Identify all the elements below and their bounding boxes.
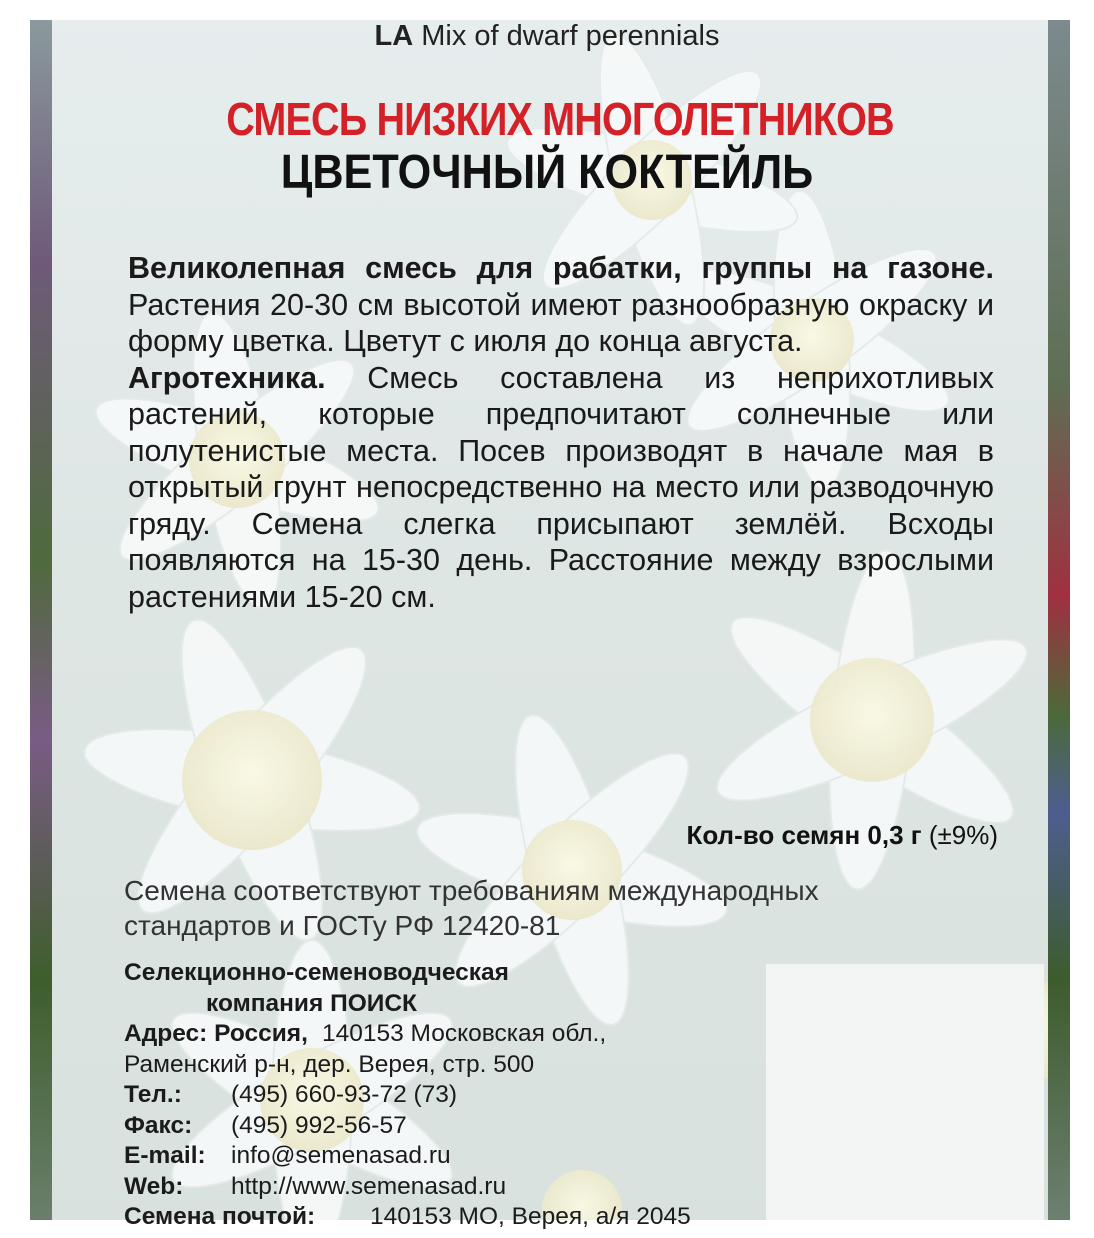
agrotech-heading: Агротехника. xyxy=(128,360,326,395)
phone-value: (495) 660-93-72 (73) xyxy=(231,1081,458,1108)
company-info xyxy=(124,958,764,1233)
mail-order-row xyxy=(124,1202,764,1233)
description-paragraph xyxy=(128,250,994,360)
address-row xyxy=(124,1019,764,1050)
address-line-2: Раменский р-н, дер. Верея, стр. 500 xyxy=(124,1050,535,1078)
phone-row xyxy=(124,1080,764,1111)
email-label: E-mail: xyxy=(124,1142,206,1169)
web-row xyxy=(124,1172,764,1203)
variety-title: ЦВЕТОЧНЫЙ КОКТЕЙЛЬ xyxy=(280,146,814,199)
description-lead: Великолепная смесь для рабатки, группы на газоне. xyxy=(128,251,994,285)
company-name-line-1: Селекционно-семеноводческая xyxy=(124,959,509,986)
agrotech-paragraph xyxy=(128,360,994,616)
fax-row xyxy=(124,1111,764,1142)
standard-line-2: стандартов и ГОСТу РФ 12420-81 xyxy=(124,910,561,941)
blank-label-area xyxy=(766,964,1044,1220)
address-row-2 xyxy=(124,1050,764,1081)
seed-quantity xyxy=(686,820,998,851)
address-line-1: 140153 Московская обл., xyxy=(322,1020,607,1047)
email-row xyxy=(124,1141,764,1172)
latin-title: Mix of dwarf perennials xyxy=(421,20,720,52)
address-label: Адрес: Россия, xyxy=(124,1020,308,1047)
agrotech-text: Смесь составлена из неприхотливых растений, которые предпочитают солнечные или полутенистые места. Посев производят в начале мая в открытый грунт непосредственно на место или разводочную гряду. Семена слегка присыпают землёй. Всходы появляются на 15-30 день. Расстояние между взрослыми растениями 15-20 см. xyxy=(128,360,994,614)
latin-name xyxy=(0,20,1094,53)
fax-value: (495) 992-56-57 xyxy=(231,1111,407,1139)
seed-quantity-label: Кол-во семян 0,3 г xyxy=(686,820,922,850)
mail-order-label: Семена почтой: xyxy=(124,1203,316,1230)
email-value: info@semenasad.ru xyxy=(231,1142,451,1169)
fax-label: Факс: xyxy=(124,1111,193,1139)
phone-label: Тел.: xyxy=(124,1081,182,1108)
product-title: СМЕСЬ НИЗКИХ МНОГОЛЕТНИКОВ xyxy=(226,93,894,145)
standard-line-1: Семена соответствуют требованиям международных xyxy=(124,875,819,906)
seed-quantity-tolerance: (±9%) xyxy=(928,820,998,850)
standard-notice xyxy=(124,873,1004,943)
description-text: Растения 20-30 см высотой имеют разнообразную окраску и форму цветка. Цветут с июля до конца августа. xyxy=(128,287,994,358)
web-value: http://www.semenasad.ru xyxy=(231,1172,507,1200)
web-label: Web: xyxy=(124,1172,184,1200)
company-name-line-2: компания ПОИСК xyxy=(206,989,418,1017)
latin-prefix: LA xyxy=(374,20,414,52)
description xyxy=(128,250,994,615)
mail-order-value: 140153 МО, Верея, а/я 2045 xyxy=(370,1203,691,1230)
